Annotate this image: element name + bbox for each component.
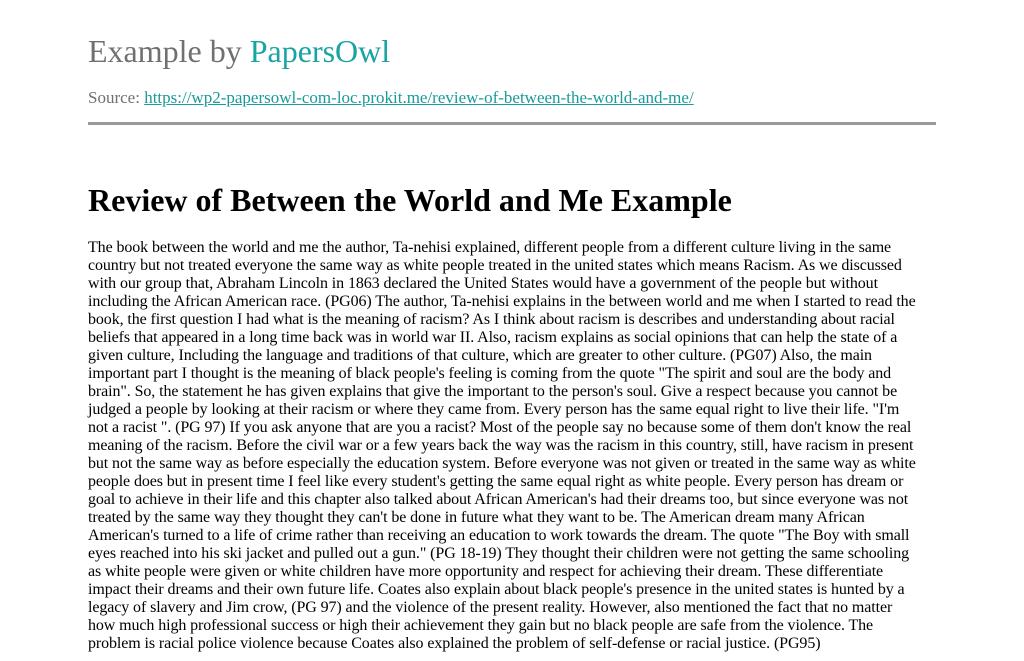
body-line: book, the first question I had what is the meaning of racism? As I think about racism is describes and understanding about racial bbox=[88, 311, 895, 328]
body-line: goal to achieve in their life and this chapter also talked about African American's had their dreams too, but since everyone was not bbox=[88, 491, 909, 508]
body-line: country but not treated everyone the same way as white people treated in the united states which means Racism. As we discussed bbox=[88, 257, 902, 274]
source-link[interactable]: https://wp2-papersowl-com-loc.prokit.me/review-of-between-the-world-and-me/ bbox=[144, 88, 694, 107]
brand-prefix: Example by bbox=[88, 33, 250, 69]
source-label: Source: bbox=[88, 88, 145, 107]
body-line: problem is racial police violence because Coates also explained the problem of self-defense or racial justice. (PG95) bbox=[88, 635, 821, 652]
body-line: judged a people by looking at their racism or where they came from. Every person has the same equal right to live their life. "I'm bbox=[88, 401, 900, 418]
body-line: but not the same way as before especially the education system. Before everyone was not given or treated in the same way as white bbox=[88, 455, 916, 472]
body-line: important part I thought is the meaning of black people's feeling is coming from the quote "The spirit and soul are the body and bbox=[88, 365, 892, 382]
body-line: The book between the world and me the author, Ta-nehisi explained, different people from a different culture living in the same bbox=[88, 239, 892, 256]
header-divider bbox=[88, 122, 936, 125]
body-line: meaning of the racism. Before the civil war or a few years back the way was the racism in this country, still, have racism in present bbox=[88, 437, 914, 454]
body-line: not a racist ". (PG 97) If you ask anyone that are you a racist? Most of the people say no because some of them don't know the real bbox=[88, 419, 912, 436]
body-line: including the African American race. (PG06) The author, Ta-nehisi explains in the between world and me when I started to read the bbox=[88, 293, 916, 310]
body-line: how much high professional success or high their achievement they gain but no black people are safe from the violence. The bbox=[88, 617, 874, 634]
body-line: beliefs that appeared in a long time back was in world war II. Also, racism explains as social opinions that can help the state of a bbox=[88, 329, 898, 346]
article-body bbox=[88, 239, 938, 653]
body-line: given culture, Including the language and traditions of that culture, which are greater to other culture. (PG07) Also, the main bbox=[88, 347, 872, 364]
body-line: as white people were given or white children have more opportunity and respect for achieving their dream. These differentiate bbox=[88, 563, 884, 580]
article-title: Review of Between the World and Me Example bbox=[88, 182, 732, 218]
body-line: people does but in present time I feel like every student's getting the same equal right as white people. Every person has dream or bbox=[88, 473, 904, 490]
brand-name[interactable]: PapersOwl bbox=[249, 33, 391, 69]
brand-heading bbox=[88, 31, 390, 71]
body-line: brain". So, the statement he has given explains that give the important to the person's soul. Give a respect because you cannot be bbox=[88, 383, 898, 400]
source-line bbox=[88, 87, 694, 109]
body-line: with our group that, Abraham Lincoln in 1863 declared the United States would have a government of the people but without bbox=[88, 275, 878, 292]
body-line: impact their dreams and their own future life. Coates also explain about black people's presence in the united states is hunted by a bbox=[88, 581, 905, 598]
body-line: American's turned to a life of crime rather than receiving an education to work towards the dream. The quote "The Boy with small bbox=[88, 527, 910, 544]
body-line: eyes reached into his ski jacket and pulled out a gun." (PG 18-19) They thought their children were not getting the same schooling bbox=[88, 545, 910, 562]
body-line: treated by the same way they thought they can't be done in future what they want to be. The American dream many African bbox=[88, 509, 865, 526]
body-line: legacy of slavery and Jim crow, (PG 97) and the violence of the present reality. However, also mentioned the fact that no matter bbox=[88, 599, 893, 616]
